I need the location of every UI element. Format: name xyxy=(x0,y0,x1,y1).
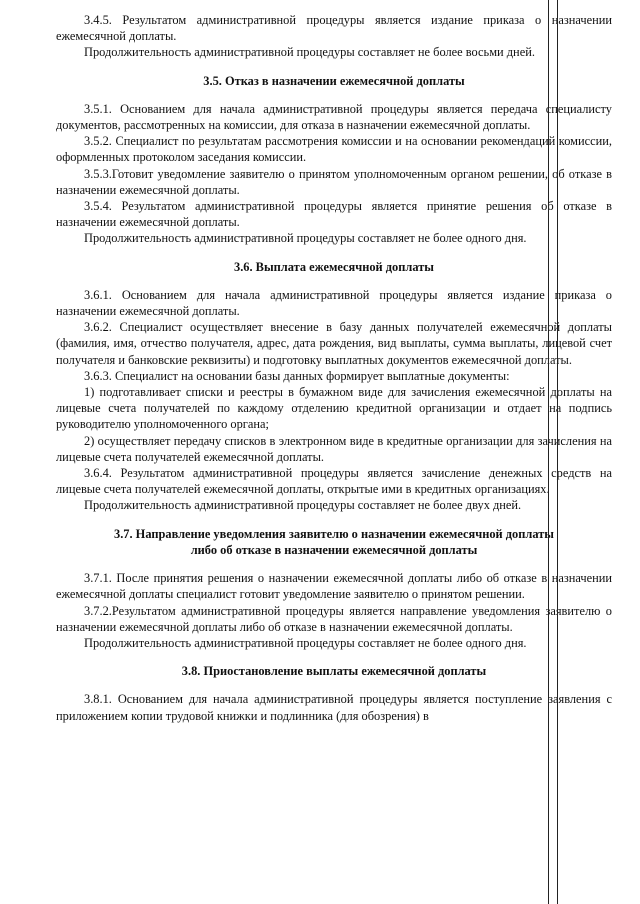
section-heading-3-5: 3.5. Отказ в назначении ежемесячной доплаты xyxy=(203,73,465,88)
paragraph-3-4-5: 3.4.5. Результатом административной процедуры является издание приказа о назначении ежемесячной доплаты. xyxy=(56,13,612,44)
paragraph-3-8-1: 3.8.1. Основанием для начала административной процедуры является поступление заявления с приложением копии трудовой книжки и подлинника (для обозрения) в xyxy=(56,692,612,723)
paragraph-3-5-4: 3.5.4. Результатом административной процедуры является принятие решения об отказе в назначении ежемесячной доплаты. xyxy=(56,199,612,230)
paragraph-3-5-2: 3.5.2. Специалист по результатам рассмотрения комиссии и на основании рекомендаций комиссии, оформленных протоколом заседания комиссии. xyxy=(56,134,612,165)
paragraph-3-7-1: 3.7.1. После принятия решения о назначении ежемесячной доплаты либо об отказе в назначении ежемесячной доплаты специалист готовит уведомление заявителю о принятом решении. xyxy=(56,571,612,602)
paragraph-3-6-1: 3.6.1. Основанием для начала административной процедуры является издание приказа о назначении ежемесячной доплаты. xyxy=(56,287,612,319)
paragraph-3-6-3: 3.6.3. Специалист на основании базы данных формирует выплатные документы: xyxy=(84,368,510,383)
paragraph-duration: Продолжительность административной процедуры составляет не более одного дня. xyxy=(84,635,527,650)
paragraph-3-7-2: 3.7.2.Результатом административной процедуры является направление уведомления заявителю о назначении ежемесячной доплаты либо об отказе в назначении ежемесячной доплаты. xyxy=(56,603,612,634)
paragraph-3-5-1: 3.5.1. Основанием для начала административной процедуры является передача специалисту документов, рассмотренных на комиссии, для отказа в назначении ежемесячной доплаты. xyxy=(56,101,612,133)
scan-artifact-line xyxy=(548,0,549,904)
section-heading-3-6: 3.6. Выплата ежемесячной доплаты xyxy=(234,259,434,274)
paragraph-duration: Продолжительность административной процедуры составляет не более одного дня. xyxy=(84,231,527,246)
section-heading-3-7-line-1: 3.7. Направление уведомления заявителю о назначении ежемесячной доплаты xyxy=(114,526,554,541)
paragraph-3-6-2: 3.6.2. Специалист осуществляет внесение в базу данных получателей ежемесячной доплаты (фамилия, имя, отчество получателя, адрес, дата рождения, вид выплаты, сумма выплаты, лицевой счет получателя и банковские реквизиты) и подготовку выплатных документов ежемесячной доплаты. xyxy=(56,320,612,367)
document-body xyxy=(56,12,612,724)
paragraph-list-item-1: 1) подготавливает списки и реестры в бумажном виде для зачисления ежемесячной доплаты на лицевые счета получателей по каждому отделению кредитной организации и отдает на подпись руководителю уполномоченного органа; xyxy=(56,385,612,432)
paragraph-list-item-2: 2) осуществляет передачу списков в электронном виде в кредитные организации для зачисления на лицевые счета получателей ежемесячной доплаты. xyxy=(56,433,612,464)
paragraph-3-6-4: 3.6.4. Результатом административной процедуры является зачисление денежных средств на лицевые счета получателей ежемесячной доплаты, открытые ими в кредитных организациях. xyxy=(56,466,612,497)
paragraph-3-5-3: 3.5.3.Готовит уведомление заявителю о принятом уполномоченным органом решении, об отказе в назначении ежемесячной доплаты. xyxy=(56,166,612,197)
paragraph-duration: Продолжительность административной процедуры составляет не более двух дней. xyxy=(84,498,522,513)
paragraph-duration: Продолжительность административной процедуры составляет не более восьми дней. xyxy=(84,45,535,60)
scan-artifact-line xyxy=(557,0,558,904)
section-heading-3-7 xyxy=(56,526,612,558)
section-heading-3-8: 3.8. Приостановление выплаты ежемесячной доплаты xyxy=(181,664,487,679)
section-heading-3-7-line-2: либо об отказе в назначении ежемесячной доплаты xyxy=(190,542,478,557)
